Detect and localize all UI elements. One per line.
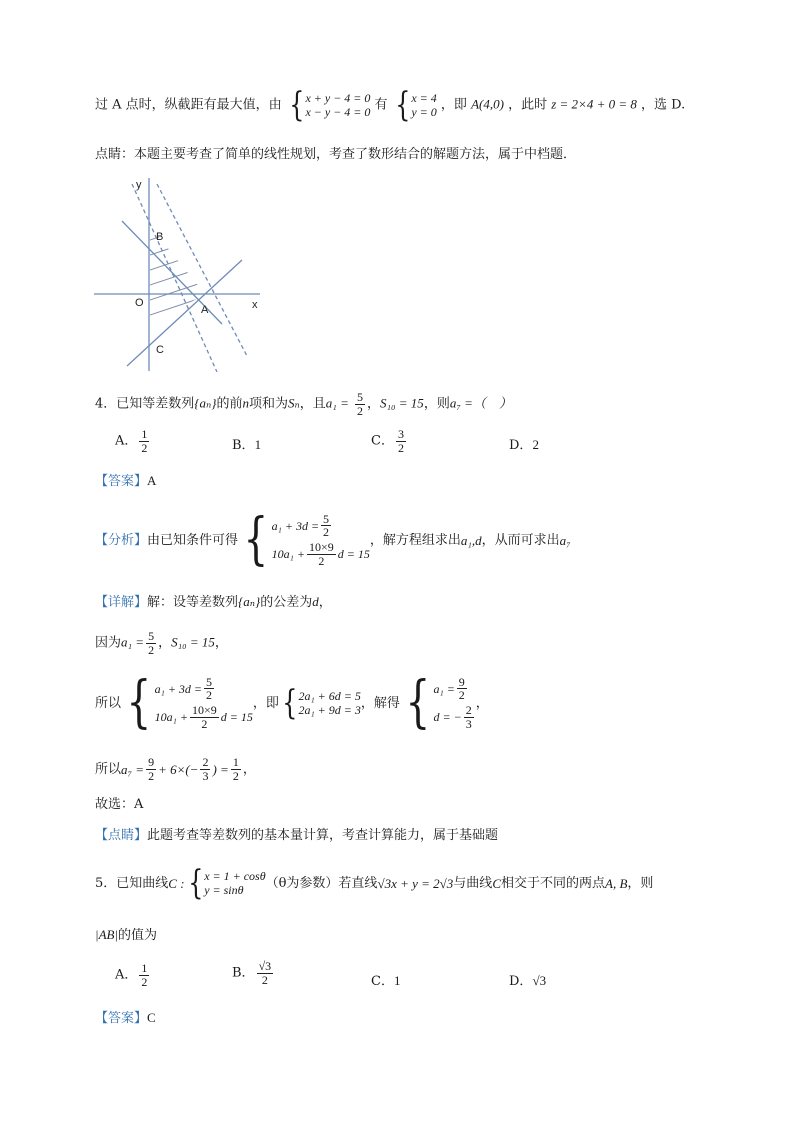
q4-so-system: 所以 { a₁ + 3d = $\frac{5}{2}$ 10a₁ + $\frac{10\times 9}{2}$ d = 15 ，即 { 2a₁ + 6d = 5 2a₁ + 9d = 3 ，解得 { a₁ = $\frac{9}{2}$ d = − $\frac{2}{3}$ ， — [95, 670, 489, 735]
q5-answer: 【答案】C — [95, 1010, 156, 1026]
q4-analysis: 【分析】 由已知条件可得 { a₁ + 3d = $\frac{5}{2}$ 10a₁ + $\frac{10\times 9}{2}$ d = 15 ，解方程组求出 a₁,d ，从而可求出 a₇ — [95, 507, 571, 572]
eq-row: y = 0 — [411, 105, 437, 119]
eq-row: x − y − 4 = 0 — [305, 105, 371, 119]
point-c-label: C — [156, 344, 164, 356]
q4-answer: 【答案】A — [95, 473, 157, 489]
question-number: 4． — [95, 396, 117, 412]
q4-because: 因为a₁ = $\frac{5}{2}$ ，S₁₀ = 15， — [95, 629, 228, 657]
point-a-label: A — [201, 304, 209, 316]
eq-row: x = 4 — [411, 91, 437, 105]
text: 过 A 点时，纵截距有最大值，由 — [95, 97, 282, 113]
y-axis-label: y — [136, 179, 142, 191]
x-axis-label: x — [252, 299, 258, 311]
q5-option-c: C．1 — [371, 973, 401, 989]
comment-q3: 点睛：本题主要考查了简单的线性规划，考查了数形结合的解题方法，属于中档题． — [95, 147, 577, 162]
q5-stem-2: |AB|的值为 — [95, 927, 158, 943]
boundary-line-1 — [127, 260, 242, 366]
q5-option-a: A． $\frac{1}{2}$ — [115, 961, 148, 989]
text: ，即 — [440, 97, 467, 113]
q4-detail: 【详解】解：设等差数列{aₙ}的公差为d， — [95, 594, 332, 610]
equation-system-2: { x = 4 y = 0 — [394, 85, 437, 125]
q4-option-a: A． $\frac{1}{2}$ — [115, 427, 148, 455]
linear-programming-graph — [92, 176, 272, 372]
text: 有 — [374, 97, 388, 113]
q4-so-result: 所以 a₇ = $\frac{9}{2}$ + 6×(− $\frac{2}{3}$ ) = $\frac{1}{2}$ ， — [95, 754, 256, 783]
text: ，选 D. — [641, 97, 686, 113]
point-b-label: B — [156, 231, 164, 243]
q4-option-c: C． $\frac{3}{2}$ — [371, 427, 404, 455]
fraction: $\frac{5}{2}$ — [356, 390, 363, 418]
point-o-label: O — [135, 297, 144, 309]
dashed-line-1 — [132, 184, 217, 372]
q4-stem: 4．已知等差数列{aₙ}的前n项和为Sₙ，且a₁ = $\frac{5}{2}$ ，S₁₀ = 15，则a₇ =（ ） — [95, 390, 512, 418]
q4-option-d: D．2 — [509, 437, 539, 453]
q5-option-b: B． $\frac{√3}{2}$ — [232, 959, 272, 987]
q4-option-b: B．1 — [232, 437, 262, 453]
q5-option-d: D．√3 — [509, 973, 547, 989]
point-a: A(4,0) — [471, 96, 504, 112]
z-expression: z = 2×4 + 0 = 8 — [551, 96, 637, 112]
hatched-region — [132, 216, 222, 336]
equation-system-1: { x + y − 4 = 0 x − y − 4 = 0 — [289, 85, 371, 125]
eq-row: x + y − 4 = 0 — [305, 91, 371, 105]
q4-remark: 【点睛】此题考查等差数列的基本量计算，考查计算能力，属于基础题 — [95, 828, 499, 843]
q5-stem: 5． 已知曲线 C : { x = 1 + cosθ y = sinθ （θ为参数）若直线 √3x + y = 2√3 与曲线 C 相交于不同的两点 A, B ，则 — [95, 863, 654, 903]
solution-line-1 — [95, 85, 686, 125]
text: ，此时 — [508, 97, 548, 113]
q4-choose: 故选：A — [95, 797, 144, 812]
